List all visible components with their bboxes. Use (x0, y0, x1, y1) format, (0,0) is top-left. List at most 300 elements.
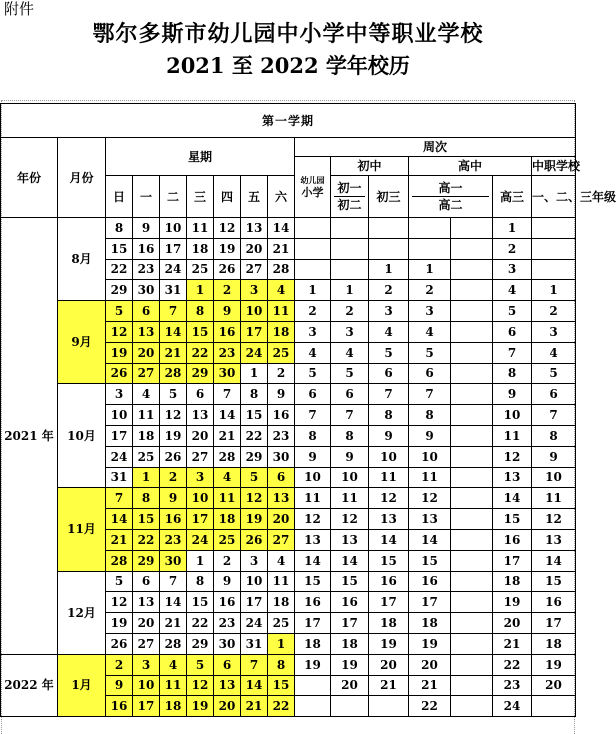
day-cell: 11 (160, 675, 187, 696)
day-cell: 8 (106, 218, 133, 239)
day-cell: 18 (160, 696, 187, 717)
week-number-cell: 19 (295, 654, 331, 675)
week-number-cell: 13 (331, 529, 369, 550)
week-number-cell: 7 (331, 405, 369, 426)
week-number-cell: 20 (409, 654, 451, 675)
week-number-cell: 17 (409, 592, 451, 613)
day-cell: 3 (106, 384, 133, 405)
week-number-cell: 18 (295, 633, 331, 654)
week-number-cell: 3 (493, 259, 532, 280)
week-number-cell: 4 (493, 280, 532, 301)
calendar-row (1, 384, 576, 405)
day-cell: 14 (160, 321, 187, 342)
day-cell: 26 (160, 446, 187, 467)
week-number-cell: 1 (369, 259, 409, 280)
week-number-cell: 2 (532, 301, 576, 322)
week-number-cell: 1 (295, 280, 331, 301)
week-number-cell (369, 696, 409, 717)
month-cell: 9月 (58, 301, 106, 384)
day-cell: 23 (160, 529, 187, 550)
day-cell: 31 (106, 467, 133, 488)
day-cell: 9 (160, 488, 187, 509)
week-number-cell (451, 425, 493, 446)
week-number-cell (451, 259, 493, 280)
weekday-group-header: 星期 (106, 138, 295, 176)
day-cell: 3 (241, 280, 268, 301)
week-number-cell (295, 675, 331, 696)
week-number-cell: 3 (331, 321, 369, 342)
week-number-cell: 18 (493, 571, 532, 592)
day-cell: 18 (133, 425, 160, 446)
week-number-cell: 3 (532, 321, 576, 342)
week-number-cell: 23 (493, 675, 532, 696)
day-cell: 10 (241, 301, 268, 322)
day-cell: 15 (133, 509, 160, 530)
week-number-cell (451, 654, 493, 675)
week-number-cell: 17 (331, 613, 369, 634)
week-number-cell: 3 (409, 301, 451, 322)
week-number-cell: 12 (295, 509, 331, 530)
day-cell: 9 (268, 384, 295, 405)
day-cell: 28 (160, 633, 187, 654)
week-number-cell: 7 (493, 342, 532, 363)
week-number-cell: 4 (331, 342, 369, 363)
week-number-cell: 10 (331, 467, 369, 488)
week-number-cell (409, 238, 451, 259)
month-cell: 11月 (58, 488, 106, 571)
week-number-cell: 10 (532, 467, 576, 488)
day-cell: 20 (214, 696, 241, 717)
year-cell: 2022 年 (1, 654, 58, 716)
day-cell: 15 (241, 405, 268, 426)
calendar-row (1, 218, 576, 239)
day-cell: 4 (160, 654, 187, 675)
week-number-cell: 2 (493, 238, 532, 259)
week-number-cell: 5 (532, 363, 576, 384)
day-cell: 25 (268, 342, 295, 363)
week-number-cell (451, 675, 493, 696)
day-cell: 17 (187, 509, 214, 530)
day-cell: 1 (187, 550, 214, 571)
day-cell: 6 (133, 571, 160, 592)
week-number-cell: 20 (369, 654, 409, 675)
week-number-cell: 6 (331, 384, 369, 405)
weekday-sun: 日 (106, 176, 133, 218)
month-cell: 12月 (58, 571, 106, 654)
week-number-cell: 2 (369, 280, 409, 301)
week-number-cell: 1 (532, 280, 576, 301)
week-number-cell: 11 (369, 467, 409, 488)
week-number-cell: 2 (331, 301, 369, 322)
week-number-cell (532, 259, 576, 280)
week-number-cell: 14 (331, 550, 369, 571)
day-cell: 17 (133, 696, 160, 717)
week-number-cell: 2 (295, 301, 331, 322)
week-number-cell: 4 (409, 321, 451, 342)
week-number-cell: 16 (493, 529, 532, 550)
week-number-cell: 8 (369, 405, 409, 426)
week-number-cell: 6 (295, 384, 331, 405)
day-cell: 17 (160, 238, 187, 259)
day-cell: 30 (160, 550, 187, 571)
calendar-row (1, 301, 576, 322)
day-cell: 12 (214, 218, 241, 239)
day-cell: 12 (106, 592, 133, 613)
week-number-cell (369, 238, 409, 259)
day-cell: 27 (133, 633, 160, 654)
day-cell: 13 (241, 218, 268, 239)
day-cell: 2 (214, 550, 241, 571)
day-cell: 1 (133, 467, 160, 488)
day-cell: 15 (187, 592, 214, 613)
day-cell: 9 (106, 675, 133, 696)
day-cell: 7 (106, 488, 133, 509)
week-number-cell: 12 (331, 509, 369, 530)
week-number-cell: 4 (369, 321, 409, 342)
week-number-cell: 11 (532, 488, 576, 509)
day-cell: 16 (106, 696, 133, 717)
day-cell: 1 (187, 280, 214, 301)
semester-title: 第一学期 (1, 104, 576, 138)
junior-1-label: 初一 (337, 181, 362, 195)
week-number-cell: 8 (295, 425, 331, 446)
day-cell: 23 (214, 613, 241, 634)
header-divider (334, 196, 365, 197)
week-number-cell: 11 (331, 488, 369, 509)
day-cell: 19 (106, 613, 133, 634)
junior-group-header: 初中 (331, 157, 409, 176)
day-cell: 8 (268, 654, 295, 675)
vocational-group-header: 中职学校 (532, 157, 576, 176)
day-cell: 10 (133, 675, 160, 696)
day-cell: 9 (214, 301, 241, 322)
week-number-cell: 12 (532, 509, 576, 530)
week-number-cell: 15 (532, 571, 576, 592)
week-number-cell: 15 (493, 509, 532, 530)
day-cell: 21 (160, 342, 187, 363)
week-number-cell: 19 (532, 654, 576, 675)
day-cell: 7 (214, 384, 241, 405)
day-cell: 14 (268, 218, 295, 239)
week-number-cell: 6 (493, 321, 532, 342)
day-cell: 13 (133, 321, 160, 342)
week-number-cell: 16 (369, 571, 409, 592)
day-cell: 31 (160, 280, 187, 301)
month-cell: 1月 (58, 654, 106, 716)
week-group-header: 周次 (295, 138, 576, 157)
week-number-cell (451, 529, 493, 550)
week-number-cell (532, 696, 576, 717)
day-cell: 21 (268, 238, 295, 259)
week-number-cell: 15 (409, 550, 451, 571)
day-cell: 16 (214, 592, 241, 613)
day-cell: 25 (214, 529, 241, 550)
week-number-cell: 11 (295, 488, 331, 509)
week-number-cell: 10 (493, 405, 532, 426)
day-cell: 2 (214, 280, 241, 301)
week-number-cell: 13 (295, 529, 331, 550)
day-cell: 10 (241, 571, 268, 592)
week-number-cell: 19 (409, 633, 451, 654)
senior-12-header (409, 176, 493, 218)
week-number-cell: 20 (331, 675, 369, 696)
day-cell: 22 (241, 425, 268, 446)
day-cell: 3 (241, 550, 268, 571)
year-cell: 2021 年 (1, 218, 58, 655)
day-cell: 25 (133, 446, 160, 467)
day-cell: 14 (241, 675, 268, 696)
day-cell: 19 (214, 238, 241, 259)
day-cell: 4 (268, 280, 295, 301)
week-number-cell: 15 (295, 571, 331, 592)
day-cell: 12 (106, 321, 133, 342)
senior-3-header: 高三 (493, 176, 532, 218)
week-number-cell: 9 (409, 425, 451, 446)
day-cell: 29 (133, 550, 160, 571)
day-cell: 9 (133, 218, 160, 239)
day-cell: 15 (106, 238, 133, 259)
week-number-cell (451, 238, 493, 259)
day-cell: 13 (187, 405, 214, 426)
day-cell: 29 (241, 446, 268, 467)
day-cell: 28 (214, 446, 241, 467)
day-cell: 30 (214, 633, 241, 654)
weekday-mon: 一 (133, 176, 160, 218)
document-subtitle: 2021 至 2022 学年校历 (166, 53, 410, 78)
day-cell: 14 (160, 592, 187, 613)
day-cell: 16 (133, 238, 160, 259)
day-cell: 10 (106, 405, 133, 426)
day-cell: 22 (187, 613, 214, 634)
day-cell: 7 (160, 571, 187, 592)
calendar-body (1, 218, 576, 717)
day-cell: 12 (160, 405, 187, 426)
week-number-cell (451, 613, 493, 634)
week-number-cell: 18 (331, 633, 369, 654)
day-cell: 22 (268, 696, 295, 717)
day-cell: 17 (106, 425, 133, 446)
day-cell: 14 (106, 509, 133, 530)
day-cell: 1 (268, 633, 295, 654)
day-cell: 30 (133, 280, 160, 301)
day-cell: 20 (241, 238, 268, 259)
day-cell: 11 (214, 488, 241, 509)
week-number-cell (295, 218, 331, 239)
week-number-cell: 8 (493, 363, 532, 384)
day-cell: 24 (187, 529, 214, 550)
day-cell: 7 (160, 301, 187, 322)
day-cell: 17 (241, 592, 268, 613)
day-cell: 13 (268, 488, 295, 509)
day-cell: 18 (268, 592, 295, 613)
primary-label: 小学 (301, 185, 324, 199)
week-number-cell: 7 (369, 384, 409, 405)
day-cell: 16 (268, 405, 295, 426)
day-cell: 11 (187, 218, 214, 239)
week-number-cell: 9 (295, 446, 331, 467)
day-cell: 6 (214, 654, 241, 675)
day-cell: 6 (268, 467, 295, 488)
kindergarten-primary-header (295, 157, 331, 218)
day-cell: 4 (268, 550, 295, 571)
day-cell: 28 (106, 550, 133, 571)
week-number-cell: 19 (493, 592, 532, 613)
week-number-cell: 8 (331, 425, 369, 446)
weekday-tue: 二 (160, 176, 187, 218)
week-number-cell (451, 384, 493, 405)
week-number-cell: 15 (369, 550, 409, 571)
day-cell: 25 (187, 259, 214, 280)
week-number-cell: 14 (532, 550, 576, 571)
week-number-cell: 9 (532, 446, 576, 467)
day-cell: 27 (241, 259, 268, 280)
day-cell: 2 (268, 363, 295, 384)
week-number-cell: 1 (493, 218, 532, 239)
week-number-cell: 13 (369, 509, 409, 530)
week-number-cell: 6 (532, 384, 576, 405)
week-number-cell: 13 (409, 509, 451, 530)
week-number-cell: 7 (409, 384, 451, 405)
day-cell: 29 (106, 280, 133, 301)
day-cell: 17 (241, 321, 268, 342)
week-number-cell: 16 (532, 592, 576, 613)
day-cell: 28 (160, 363, 187, 384)
day-cell: 8 (187, 571, 214, 592)
week-number-cell: 17 (532, 613, 576, 634)
week-number-cell: 17 (295, 613, 331, 634)
calendar-row (1, 654, 576, 675)
week-number-cell: 5 (493, 301, 532, 322)
day-cell: 21 (160, 613, 187, 634)
day-cell: 20 (133, 342, 160, 363)
week-number-cell (409, 218, 451, 239)
week-number-cell: 12 (409, 488, 451, 509)
day-cell: 18 (214, 509, 241, 530)
week-number-cell: 16 (295, 592, 331, 613)
week-number-cell: 22 (493, 654, 532, 675)
day-cell: 21 (106, 529, 133, 550)
day-cell: 23 (133, 259, 160, 280)
day-cell: 21 (241, 696, 268, 717)
kindergarten-label: 幼儿园 (300, 174, 325, 185)
week-number-cell: 16 (331, 592, 369, 613)
week-number-cell: 13 (493, 467, 532, 488)
week-number-cell: 18 (532, 633, 576, 654)
day-cell: 19 (241, 509, 268, 530)
day-cell: 5 (106, 571, 133, 592)
month-cell: 10月 (58, 384, 106, 488)
day-cell: 30 (268, 446, 295, 467)
day-cell: 20 (133, 613, 160, 634)
calendar-row (1, 571, 576, 592)
weekday-thu: 四 (214, 176, 241, 218)
day-cell: 26 (106, 363, 133, 384)
week-number-cell: 22 (409, 696, 451, 717)
day-cell: 26 (214, 259, 241, 280)
day-cell: 22 (187, 342, 214, 363)
week-number-cell (331, 696, 369, 717)
week-number-cell: 12 (369, 488, 409, 509)
week-number-cell: 7 (295, 405, 331, 426)
school-calendar-table (0, 103, 616, 717)
week-number-cell: 12 (493, 446, 532, 467)
week-number-cell: 2 (409, 280, 451, 301)
week-number-cell: 10 (409, 446, 451, 467)
day-cell: 12 (241, 488, 268, 509)
week-number-cell: 20 (493, 613, 532, 634)
week-number-cell: 19 (331, 654, 369, 675)
day-cell: 13 (133, 592, 160, 613)
day-cell: 16 (214, 321, 241, 342)
day-cell: 5 (160, 384, 187, 405)
week-number-cell (451, 446, 493, 467)
week-number-cell: 9 (331, 446, 369, 467)
week-number-cell (451, 571, 493, 592)
week-number-cell: 14 (295, 550, 331, 571)
week-number-cell (369, 218, 409, 239)
week-number-cell (331, 259, 369, 280)
day-cell: 20 (268, 509, 295, 530)
junior-3-header: 初三 (369, 176, 409, 218)
day-cell: 6 (187, 384, 214, 405)
day-cell: 27 (268, 529, 295, 550)
week-number-cell: 18 (369, 613, 409, 634)
day-cell: 24 (241, 613, 268, 634)
week-number-cell: 6 (409, 363, 451, 384)
week-number-cell: 21 (409, 675, 451, 696)
week-number-cell (451, 363, 493, 384)
day-cell: 20 (187, 425, 214, 446)
week-number-cell (532, 218, 576, 239)
day-cell: 16 (160, 509, 187, 530)
week-number-cell: 7 (532, 405, 576, 426)
weekday-wed: 三 (187, 176, 214, 218)
day-cell: 18 (187, 238, 214, 259)
day-cell: 11 (268, 301, 295, 322)
senior-group-header: 高中 (409, 157, 532, 176)
week-number-cell: 5 (409, 342, 451, 363)
day-cell: 10 (187, 488, 214, 509)
week-number-cell: 11 (409, 467, 451, 488)
day-cell: 2 (160, 467, 187, 488)
day-cell: 23 (268, 425, 295, 446)
week-number-cell (451, 488, 493, 509)
day-cell: 12 (187, 675, 214, 696)
week-number-cell: 8 (409, 405, 451, 426)
week-number-cell (451, 405, 493, 426)
week-number-cell (532, 238, 576, 259)
week-number-cell: 8 (532, 425, 576, 446)
week-number-cell: 13 (532, 529, 576, 550)
week-number-cell: 1 (331, 280, 369, 301)
day-cell: 24 (241, 342, 268, 363)
day-cell: 7 (241, 654, 268, 675)
day-cell: 11 (268, 571, 295, 592)
week-number-cell (331, 238, 369, 259)
vocational-123-header: 一、二、三年级 (532, 176, 576, 218)
day-cell: 22 (133, 529, 160, 550)
year-header: 年份 (1, 138, 58, 218)
weekday-sat: 六 (268, 176, 295, 218)
week-number-cell (451, 633, 493, 654)
day-cell: 9 (214, 571, 241, 592)
calendar-row (1, 488, 576, 509)
senior-2-label: 高二 (438, 198, 463, 212)
week-number-cell (451, 550, 493, 571)
day-cell: 4 (214, 467, 241, 488)
week-number-cell (451, 342, 493, 363)
week-number-cell: 16 (409, 571, 451, 592)
